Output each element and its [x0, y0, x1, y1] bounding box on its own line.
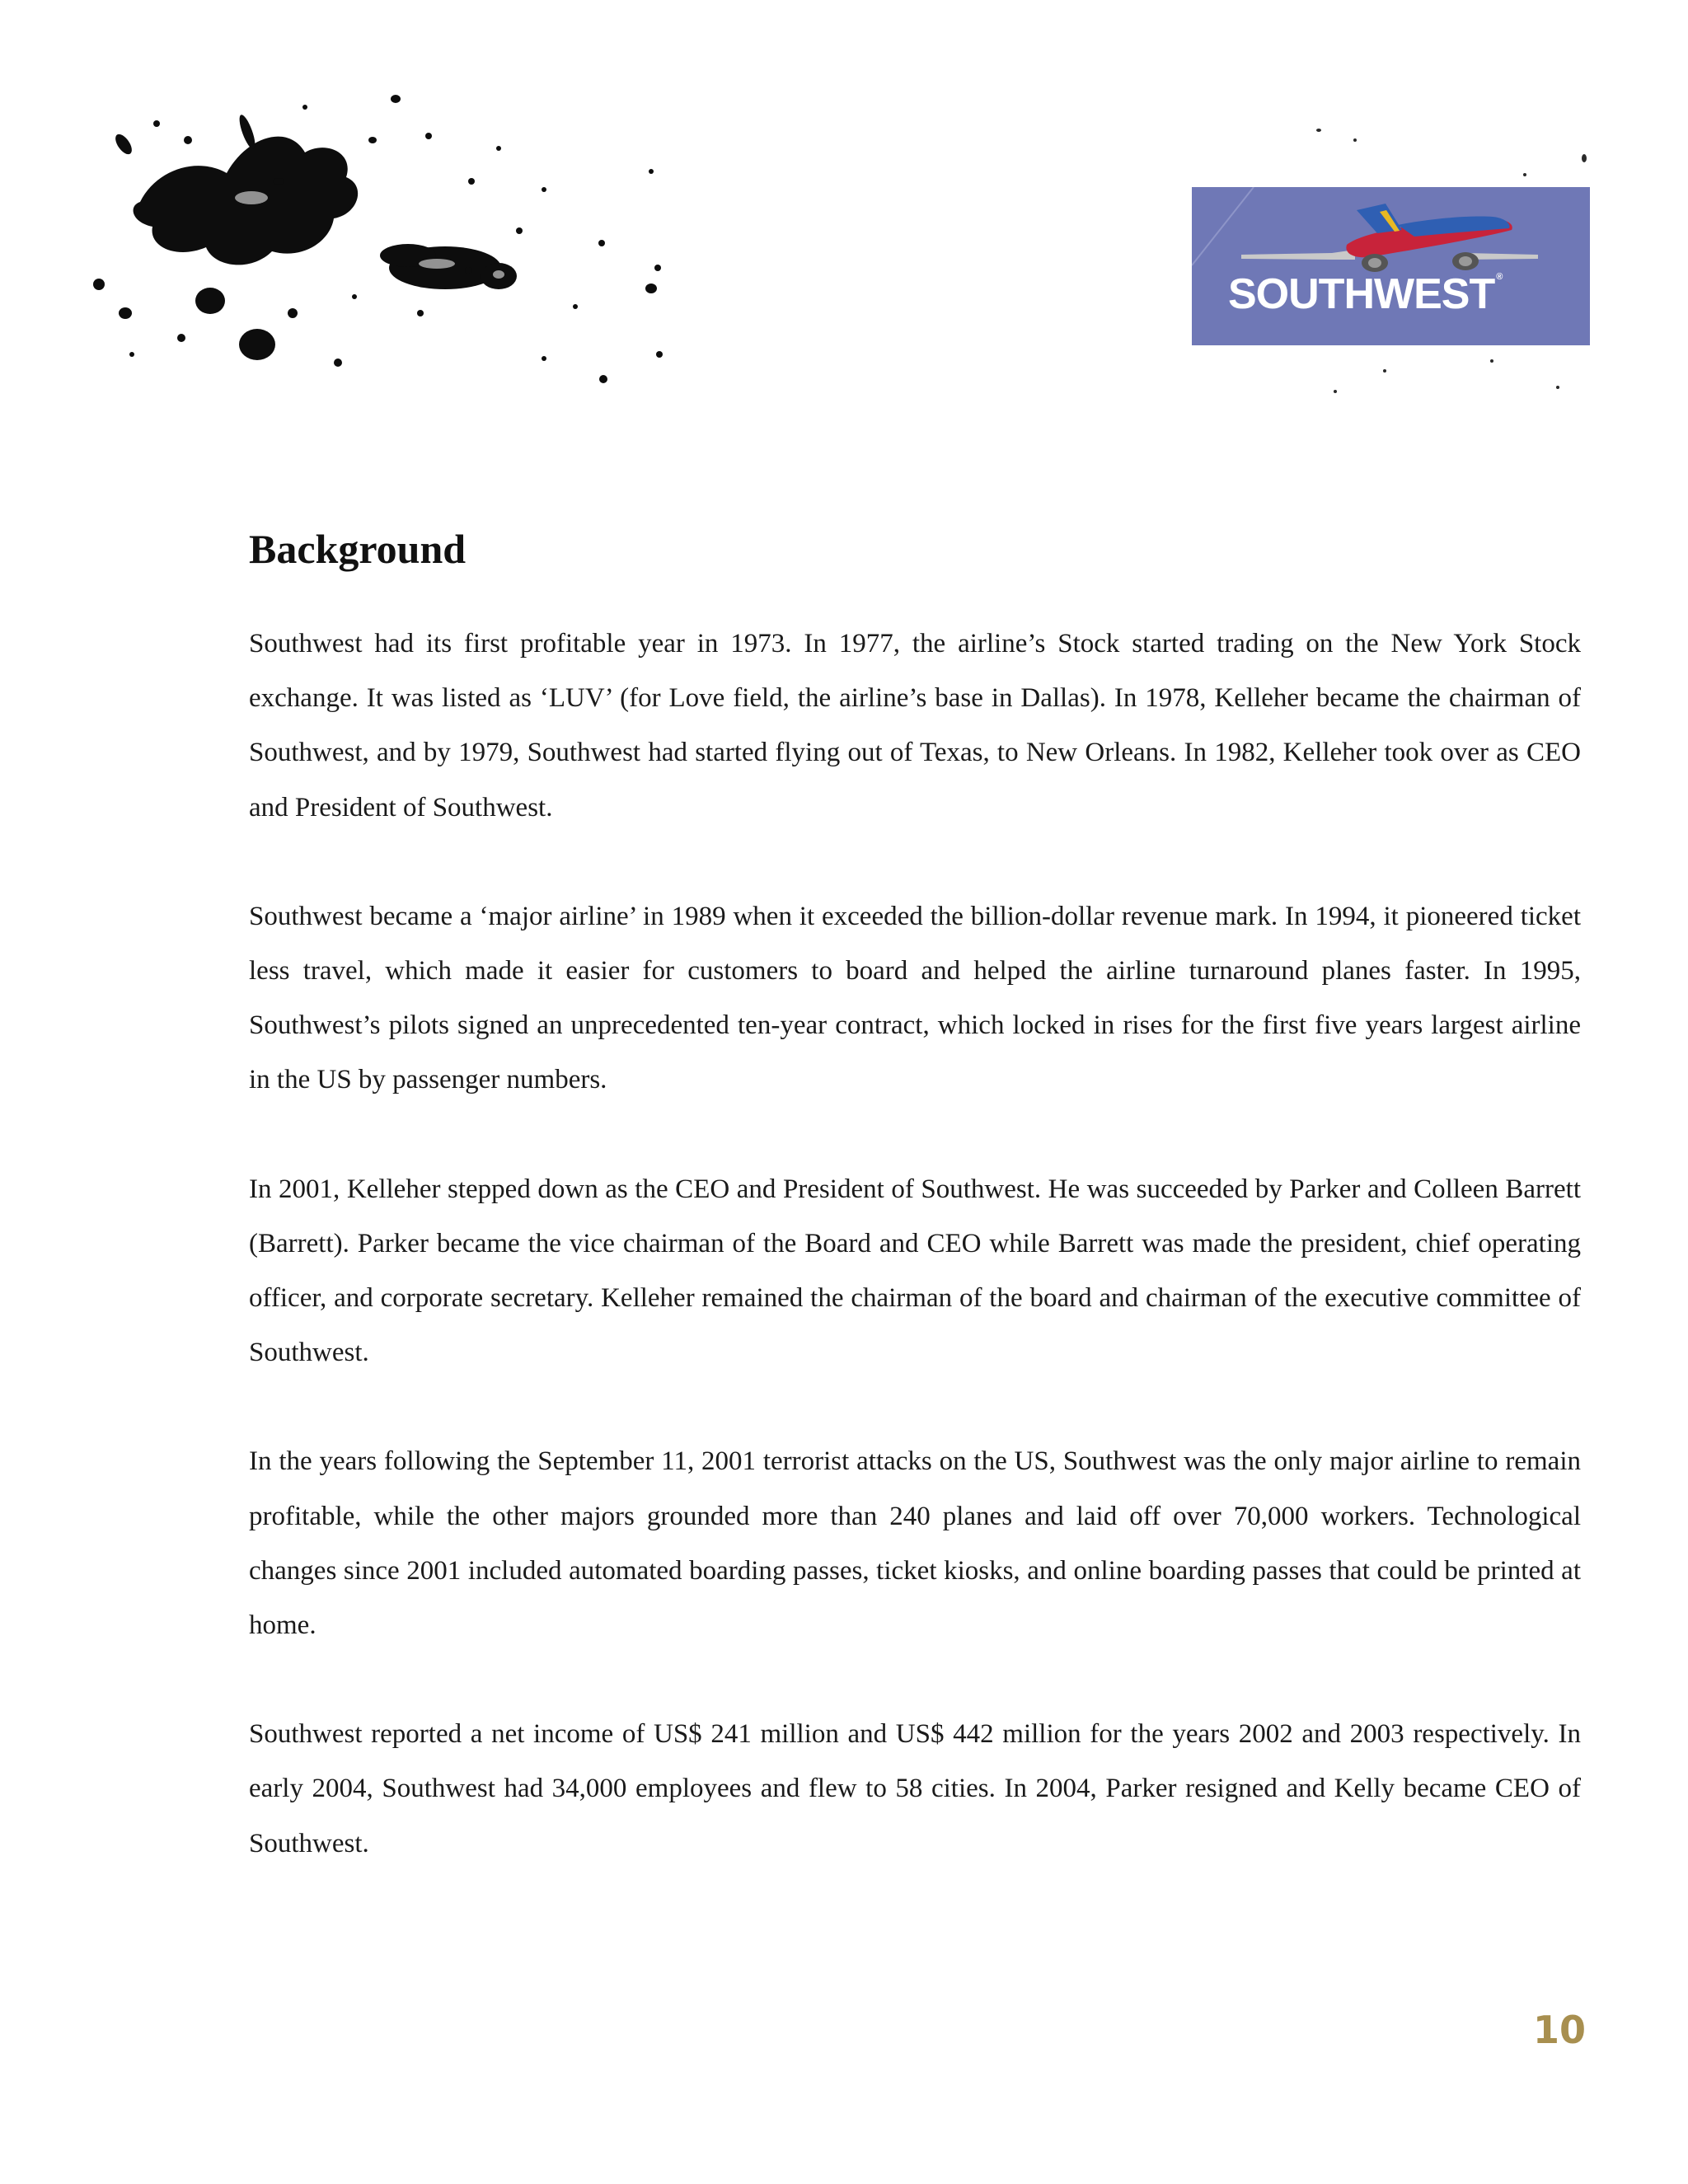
section-body	[249, 616, 1581, 1925]
ink-splatter-graphic	[82, 91, 692, 420]
southwest-logo	[1192, 187, 1590, 345]
paragraph-1: Southwest had its first profitable year in 1973. In 1977, the airline’s Stock started trading on the New York Stock exchange. It was listed as ‘LUV’ (for Love field, the airline’s base in Dallas). In 1978, Kelleher became the chairman of Southwest, and by 1979, Southwest had started flying out of Texas, to New Orleans. In 1982, Kelleher took over as CEO and President of Southwest.	[249, 629, 1581, 823]
logo-text: SOUTHWEST	[1228, 270, 1495, 318]
logo-wordmark	[1228, 270, 1503, 318]
paragraph-3: In 2001, Kelleher stepped down as the CEO and President of Southwest. He was succeeded by Parker and Colleen Barrett (Barrett). Parker became the vice chairman of the Board and CEO while Barrett was made the president, chief operating officer, and corporate secretary. Kelleher remained the chairman of the board and chairman of the executive committee of Southwest.	[249, 1174, 1581, 1368]
registered-mark: ®	[1496, 272, 1503, 282]
paragraph-2: Southwest became a ‘major airline’ in 1989 when it exceeded the billion-dollar revenue mark. In 1994, it pioneered ticket less travel, which made it easier for customers to board and helped the airline turnaround planes faster. In 1995, Southwest’s pilots signed an unprecedented ten-year contract, which locked in rises for the first five years largest airline in the US by passenger numbers.	[249, 901, 1581, 1095]
paragraph-4: In the years following the September 11, 2001 terrorist attacks on the US, Southwest was the only major airline to remain profitable, while the other majors grounded more than 240 planes and laid off over 70,000 workers. Technological changes since 2001 included automated boarding passes, ticket kiosks, and online boarding passes that could be printed at home.	[249, 1446, 1581, 1641]
section-heading: Background	[249, 526, 467, 572]
airplane-icon	[1192, 187, 1590, 345]
paragraph-5: Southwest reported a net income of US$ 241 million and US$ 442 million for the years 2002 and 2003 respectively. In early 2004, Southwest had 34,000 employees and flew to 58 cities. In 2004, Parker resigned and Kelly became CEO of Southwest.	[249, 1719, 1581, 1858]
page-number: 10	[1533, 2008, 1587, 2052]
